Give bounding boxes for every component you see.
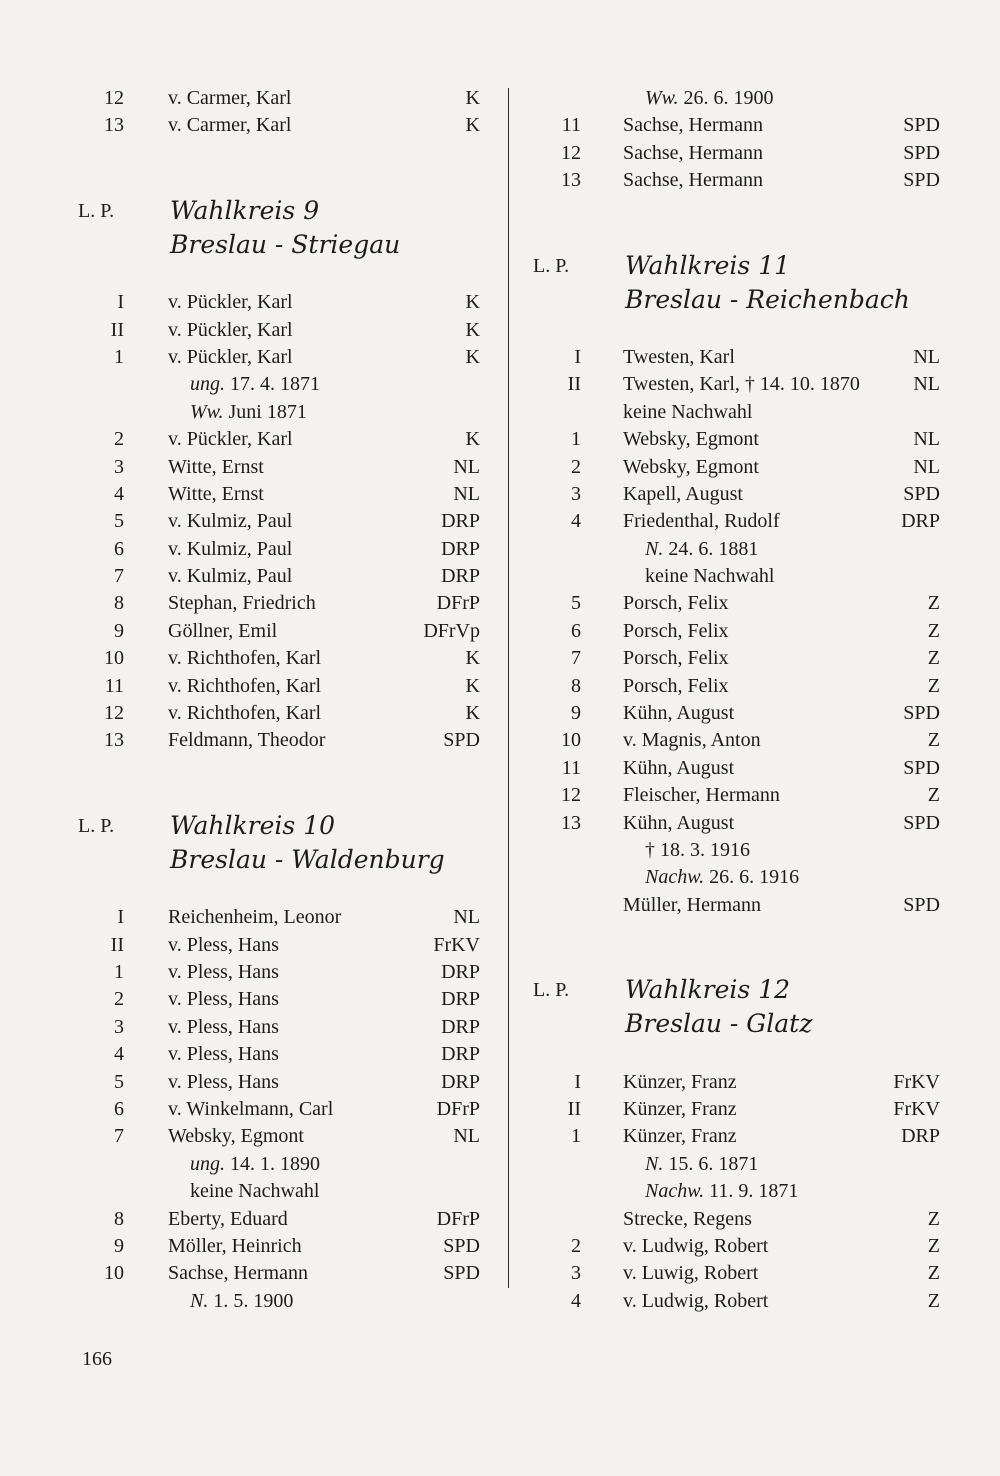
legislative-period: 11: [561, 114, 581, 137]
party-abbrev: SPD: [903, 169, 940, 192]
party-abbrev: FrKV: [893, 1097, 940, 1120]
election-note: [60, 371, 480, 398]
deputy-row: [60, 959, 480, 986]
party-abbrev: DRP: [441, 565, 480, 588]
note-text: [190, 371, 320, 398]
party-abbrev: Z: [927, 729, 940, 752]
constituency-name: [60, 843, 480, 877]
legislative-period: 8: [114, 1207, 124, 1230]
deputy-row: [60, 700, 480, 727]
deputy-name: v. Pless, Hans: [168, 1043, 279, 1066]
note-value: keine Nachwahl: [645, 565, 775, 588]
deputy-row: [60, 932, 480, 959]
deputy-name: Twesten, Karl, † 14. 10. 1870: [623, 373, 860, 396]
deputy-name: Sachse, Hermann: [623, 114, 763, 137]
deputy-name: Websky, Egmont: [623, 455, 759, 478]
deputy-name: v. Pless, Hans: [168, 988, 279, 1011]
deputy-row: [515, 810, 940, 837]
constituency-title: Breslau - Reichenbach: [625, 284, 910, 314]
party-abbrev: K: [465, 674, 480, 697]
legislative-period: 5: [114, 1070, 124, 1093]
constituency-title: Breslau - Striegau: [170, 229, 401, 259]
note-value: 26. 6. 1900: [678, 87, 774, 109]
constituency-name: [60, 228, 480, 262]
constituency-heading: [60, 809, 480, 843]
deputy-row: [515, 140, 940, 167]
deputy-name: Stephan, Friedrich: [168, 592, 316, 615]
deputy-row: [515, 1206, 940, 1233]
party-abbrev: FrKV: [893, 1070, 940, 1093]
deputy-name: Fleischer, Hermann: [623, 784, 780, 807]
spacer: [515, 1041, 940, 1068]
party-abbrev: Z: [927, 619, 940, 642]
deputy-row: [515, 1096, 940, 1123]
note-prefix: ung.: [190, 373, 225, 396]
party-abbrev: DRP: [441, 537, 480, 560]
deputy-name: v. Richthofen, Karl: [168, 647, 322, 670]
note-prefix: N.: [190, 1289, 209, 1312]
deputy-row: [60, 590, 480, 617]
legislative-period: 12: [561, 784, 581, 807]
party-abbrev: K: [465, 87, 480, 109]
column-divider: [508, 88, 509, 1288]
legislative-period: 2: [571, 1234, 581, 1257]
party-abbrev: Z: [927, 647, 940, 670]
note-prefix: N.: [645, 1152, 664, 1175]
deputy-row: [515, 1233, 940, 1260]
note-value: keine Nachwahl: [190, 1180, 320, 1203]
deputy-name: Kühn, August: [623, 811, 735, 834]
deputy-row: [60, 673, 480, 700]
legislative-period: 12: [104, 702, 124, 725]
note-value: 11. 9. 1871: [704, 1180, 799, 1203]
deputy-row: [60, 85, 480, 112]
legislative-period: I: [574, 345, 581, 368]
deputy-row: [515, 673, 940, 700]
deputy-row: [515, 426, 940, 453]
legislative-period: 9: [571, 702, 581, 725]
note-text: [645, 85, 774, 112]
page-number: 166: [82, 1348, 112, 1370]
lp-label: L. P.: [78, 199, 115, 222]
legislative-period: I: [117, 906, 124, 929]
lp-label: L. P.: [533, 254, 570, 277]
party-abbrev: SPD: [903, 893, 940, 916]
legislative-period: 3: [114, 1015, 124, 1038]
deputy-row: [60, 618, 480, 645]
deputy-row: [60, 112, 480, 139]
deputy-name: v. Kulmiz, Paul: [168, 510, 293, 533]
deputy-name: Websky, Egmont: [623, 428, 759, 451]
deputy-name: Kapell, August: [623, 482, 743, 505]
legislative-period: 10: [561, 729, 581, 752]
right-column: [515, 85, 940, 1315]
note-text: [190, 1178, 319, 1205]
legislative-period: II: [567, 1097, 581, 1120]
deputy-row: [515, 481, 940, 508]
deputy-name: Künzer, Franz: [623, 1125, 737, 1148]
legislative-period: 7: [114, 565, 124, 588]
party-abbrev: SPD: [903, 756, 940, 779]
legislative-period: 3: [571, 482, 581, 505]
party-abbrev: NL: [913, 428, 940, 451]
election-note: [515, 85, 940, 112]
constituency-heading: [515, 249, 940, 283]
party-abbrev: DRP: [441, 1070, 480, 1093]
note-value: 17. 4. 1871: [225, 373, 320, 396]
deputy-name: v. Ludwig, Robert: [623, 1289, 769, 1312]
party-abbrev: DFrP: [436, 1097, 480, 1120]
legislative-period: 10: [104, 1262, 124, 1285]
legislative-period: 9: [114, 1234, 124, 1257]
legislative-period: 4: [114, 482, 124, 505]
spacer: [515, 317, 940, 344]
deputy-name: Porsch, Felix: [623, 647, 729, 670]
party-abbrev: NL: [913, 345, 940, 368]
note-value: 15. 6. 1871: [663, 1152, 759, 1175]
note-value: 1. 5. 1900: [208, 1289, 294, 1312]
deputy-name: v. Ludwig, Robert: [623, 1234, 769, 1257]
legislative-period: 6: [114, 537, 124, 560]
election-note: [515, 563, 940, 590]
constituency-title: Breslau - Glatz: [625, 1009, 813, 1039]
lp-label: L. P.: [78, 814, 115, 837]
deputy-name: Müller, Hermann: [623, 893, 762, 916]
party-abbrev: K: [465, 428, 480, 451]
party-abbrev: DFrVp: [423, 619, 480, 642]
party-abbrev: SPD: [443, 729, 480, 752]
legislative-period: 9: [114, 619, 124, 642]
legislative-period: 13: [561, 811, 581, 834]
spacer: [60, 140, 480, 194]
deputy-row: [60, 536, 480, 563]
deputy-row: [515, 755, 940, 782]
deputy-row: [515, 892, 940, 919]
deputy-row: [515, 782, 940, 809]
note-value: Juni 1871: [223, 400, 307, 423]
deputy-row: [60, 1260, 480, 1287]
deputy-name: Feldmann, Theodor: [168, 729, 326, 752]
deputy-row: [515, 371, 940, 398]
deputy-row: [515, 590, 940, 617]
deputy-name: v. Pless, Hans: [168, 1070, 279, 1093]
deputy-row: [60, 1069, 480, 1096]
deputy-name: Witte, Ernst: [168, 482, 264, 505]
deputy-name: v. Pückler, Karl: [168, 428, 293, 451]
legislative-period: II: [567, 373, 581, 396]
party-abbrev: DFrP: [436, 1207, 480, 1230]
deputy-row: [515, 727, 940, 754]
note-text: [645, 864, 799, 891]
legislative-period: II: [110, 318, 124, 341]
deputy-name: Witte, Ernst: [168, 455, 264, 478]
deputy-row: [515, 508, 940, 535]
party-abbrev: Z: [927, 1234, 940, 1257]
deputy-name: v. Kulmiz, Paul: [168, 537, 293, 560]
deputy-name: v. Pless, Hans: [168, 933, 279, 956]
deputy-row: [60, 1123, 480, 1150]
deputy-name: Porsch, Felix: [623, 674, 729, 697]
party-abbrev: Z: [927, 592, 940, 615]
legislative-period: 7: [571, 647, 581, 670]
deputy-row: [515, 700, 940, 727]
deputy-row: [60, 904, 480, 931]
constituency-number: Wahlkreis 11: [625, 250, 791, 280]
party-abbrev: Z: [927, 784, 940, 807]
deputy-row: [60, 344, 480, 371]
legislative-period: 3: [114, 455, 124, 478]
party-abbrev: NL: [913, 373, 940, 396]
election-note: [515, 1178, 940, 1205]
constituency-title: Breslau - Waldenburg: [170, 844, 445, 874]
deputy-row: [515, 344, 940, 371]
party-abbrev: NL: [913, 455, 940, 478]
deputy-row: [60, 508, 480, 535]
deputy-row: [60, 1206, 480, 1233]
deputy-row: [60, 1096, 480, 1123]
deputy-row: [515, 167, 940, 194]
deputy-name: Sachse, Hermann: [168, 1262, 308, 1285]
note-text: [645, 837, 750, 864]
legislative-period: II: [110, 933, 124, 956]
legislative-period: 5: [114, 510, 124, 533]
election-note: [515, 1151, 940, 1178]
election-note: [515, 864, 940, 891]
deputy-row: [515, 1260, 940, 1287]
deputy-name: v. Pless, Hans: [168, 960, 279, 983]
constituency-number: Wahlkreis 12: [625, 975, 791, 1005]
legislative-period: 2: [114, 988, 124, 1011]
legislative-period: 13: [104, 114, 124, 137]
legislative-period: 1: [571, 1125, 581, 1148]
deputy-name: Sachse, Hermann: [623, 141, 763, 164]
party-abbrev: FrKV: [433, 933, 480, 956]
legislative-period: 4: [571, 1289, 581, 1312]
note-value: 14. 1. 1890: [225, 1152, 320, 1175]
legislative-period: 1: [571, 428, 581, 451]
spacer: [60, 877, 480, 904]
election-note: [515, 536, 940, 563]
party-abbrev: DRP: [441, 510, 480, 533]
deputy-name: Kühn, August: [623, 702, 735, 725]
deputy-row: [60, 645, 480, 672]
party-abbrev: SPD: [443, 1234, 480, 1257]
deputy-name: Friedenthal, Rudolf: [623, 510, 780, 533]
legislative-period: I: [117, 291, 124, 314]
party-abbrev: DRP: [441, 1015, 480, 1038]
party-abbrev: K: [465, 291, 480, 314]
deputy-row: [60, 481, 480, 508]
election-note: [515, 837, 940, 864]
party-abbrev: Z: [927, 674, 940, 697]
deputy-row: [515, 454, 940, 481]
legislative-period: 5: [571, 592, 581, 615]
deputy-row: [515, 1069, 940, 1096]
legislative-period: I: [574, 1070, 581, 1093]
note-text: [645, 1151, 758, 1178]
party-abbrev: SPD: [903, 114, 940, 137]
deputy-name: Twesten, Karl: [623, 345, 735, 368]
election-note: [60, 1151, 480, 1178]
deputy-name: v. Magnis, Anton: [623, 729, 761, 752]
deputy-name: Möller, Heinrich: [168, 1234, 302, 1257]
party-abbrev: K: [465, 647, 480, 670]
deputy-name: Künzer, Franz: [623, 1070, 737, 1093]
legislative-period: 6: [114, 1097, 124, 1120]
party-abbrev: SPD: [443, 1262, 480, 1285]
party-abbrev: NL: [453, 906, 480, 929]
spacer: [515, 919, 940, 973]
deputy-row: [60, 563, 480, 590]
election-note: [60, 399, 480, 426]
party-abbrev: K: [465, 702, 480, 725]
deputy-name: v. Richthofen, Karl: [168, 674, 322, 697]
constituency-heading: [60, 194, 480, 228]
note-text: [190, 399, 307, 426]
constituency-name: [515, 1007, 940, 1041]
deputy-name: Künzer, Franz: [623, 1097, 737, 1120]
legislative-period: 7: [114, 1125, 124, 1148]
legislative-period: 13: [104, 729, 124, 752]
legislative-period: 12: [104, 87, 124, 109]
note-value: 26. 6. 1916: [704, 866, 800, 889]
party-abbrev: NL: [453, 455, 480, 478]
party-abbrev: DFrP: [436, 592, 480, 615]
spacer: [515, 195, 940, 249]
legislative-period: 1: [114, 960, 124, 983]
deputy-name: v. Luwig, Robert: [623, 1262, 759, 1285]
constituency-heading: [515, 973, 940, 1007]
left-column: [60, 85, 480, 1315]
legislative-period: 11: [104, 674, 124, 697]
note-value: 24. 6. 1881: [663, 537, 759, 560]
note-prefix: Ww.: [645, 87, 679, 109]
deputy-row: [60, 289, 480, 316]
deputy-name: Websky, Egmont: [168, 1125, 304, 1148]
party-abbrev: DRP: [441, 988, 480, 1011]
deputy-name: v. Richthofen, Karl: [168, 702, 322, 725]
party-abbrev: SPD: [903, 482, 940, 505]
deputy-name: v. Pless, Hans: [168, 1015, 279, 1038]
deputy-name: Kühn, August: [623, 756, 735, 779]
party-abbrev: K: [465, 318, 480, 341]
party-abbrev: SPD: [903, 811, 940, 834]
deputy-name: v. Winkelmann, Carl: [168, 1097, 334, 1120]
note-text: [645, 536, 758, 563]
deputy-name: Porsch, Felix: [623, 619, 729, 642]
deputy-name: v. Carmer, Karl: [168, 114, 292, 137]
deputy-name: Sachse, Hermann: [623, 169, 763, 192]
legislative-period: 13: [561, 169, 581, 192]
deputy-row: [60, 1233, 480, 1260]
legislative-period: 8: [571, 674, 581, 697]
deputy-row: [60, 454, 480, 481]
party-abbrev: SPD: [903, 141, 940, 164]
deputy-row: [515, 618, 940, 645]
constituency-number: Wahlkreis 10: [170, 810, 336, 840]
deputy-name: v. Kulmiz, Paul: [168, 565, 293, 588]
legislative-period: 6: [571, 619, 581, 642]
lp-label: L. P.: [533, 979, 570, 1002]
deputy-row: [60, 986, 480, 1013]
deputy-name: v. Pückler, Karl: [168, 345, 293, 368]
party-abbrev: Z: [927, 1262, 940, 1285]
note-text: [645, 563, 774, 590]
note-text: [190, 1151, 320, 1178]
party-abbrev: DRP: [441, 960, 480, 983]
party-abbrev: NL: [453, 482, 480, 505]
spacer: [60, 755, 480, 809]
deputy-row: [60, 1014, 480, 1041]
deputy-name: Göllner, Emil: [168, 619, 278, 642]
party-abbrev: NL: [453, 1125, 480, 1148]
deputy-name: Porsch, Felix: [623, 592, 729, 615]
party-abbrev: K: [465, 114, 480, 137]
note-prefix: Ww.: [190, 400, 224, 423]
note-prefix: Nachw.: [645, 1180, 705, 1203]
deputy-row: [515, 112, 940, 139]
legislative-period: 11: [561, 756, 581, 779]
party-abbrev: Z: [927, 1289, 940, 1312]
note-prefix: N.: [645, 537, 664, 560]
legislative-period: 4: [571, 510, 581, 533]
legislative-period: 2: [571, 455, 581, 478]
deputy-name: keine Nachwahl: [623, 400, 753, 423]
legislative-period: 12: [561, 141, 581, 164]
constituency-name: [515, 283, 940, 317]
party-abbrev: DRP: [901, 1125, 940, 1148]
constituency-number: Wahlkreis 9: [170, 195, 320, 225]
deputy-row: [515, 1123, 940, 1150]
note-prefix: Nachw.: [645, 866, 705, 889]
deputy-name: v. Pückler, Karl: [168, 318, 293, 341]
legislative-period: 8: [114, 592, 124, 615]
deputy-row: [515, 399, 940, 426]
party-abbrev: DRP: [441, 1043, 480, 1066]
legislative-period: 3: [571, 1262, 581, 1285]
deputy-name: Strecke, Regens: [623, 1207, 752, 1230]
party-abbrev: DRP: [901, 510, 940, 533]
legislative-period: 1: [114, 345, 124, 368]
election-note: [60, 1288, 480, 1315]
deputy-name: v. Pückler, Karl: [168, 291, 293, 314]
legislative-period: 4: [114, 1043, 124, 1066]
deputy-name: Reichenheim, Leonor: [168, 906, 342, 929]
spacer: [60, 262, 480, 289]
deputy-row: [515, 1288, 940, 1315]
legislative-period: 10: [104, 647, 124, 670]
note-value: † 18. 3. 1916: [645, 838, 750, 861]
deputy-row: [60, 426, 480, 453]
deputy-row: [60, 1041, 480, 1068]
deputy-name: Eberty, Eduard: [168, 1207, 288, 1230]
deputy-row: [60, 727, 480, 754]
note-prefix: ung.: [190, 1152, 225, 1175]
deputy-row: [60, 317, 480, 344]
party-abbrev: Z: [927, 1207, 940, 1230]
party-abbrev: SPD: [903, 702, 940, 725]
note-text: [190, 1288, 293, 1315]
election-note: [60, 1178, 480, 1205]
note-text: [645, 1178, 798, 1205]
party-abbrev: K: [465, 345, 480, 368]
deputy-row: [515, 645, 940, 672]
deputy-name: v. Carmer, Karl: [168, 87, 292, 109]
legislative-period: 2: [114, 428, 124, 451]
